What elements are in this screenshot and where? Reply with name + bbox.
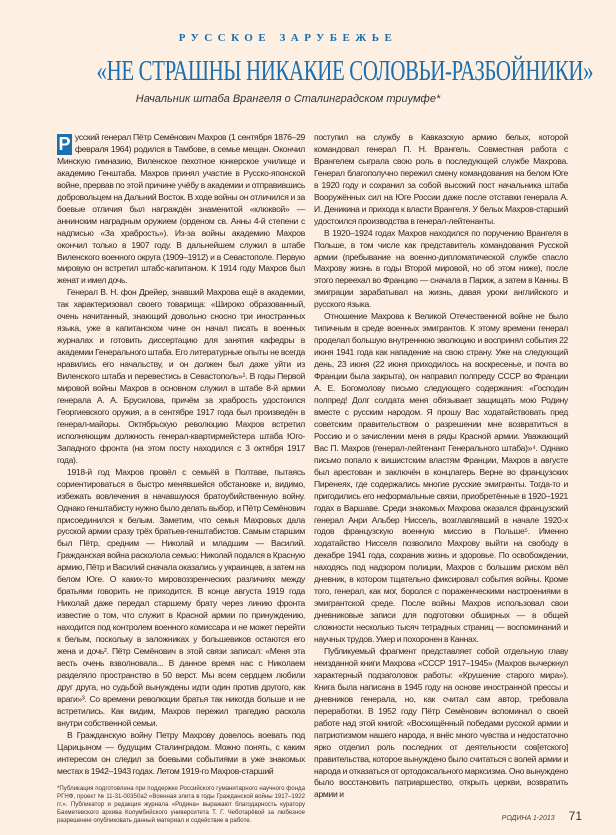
left-column: [57, 132, 305, 825]
page-footer: [314, 811, 582, 825]
article-body: [57, 0, 616, 835]
right-column: [314, 132, 582, 825]
article-subtitle: Начальник штаба Врангеля о Сталинградском триумфе*: [135, 93, 441, 105]
page-number: 71: [568, 809, 582, 824]
paragraph: Отношение Махрова к Великой Отечественной войне не было типичным в среде военных эмигрантов. К этому времени генерал проделал большую внутреннюю эволюцию и воспринял события 22 июня 1941 года как нападение на свою страну. Уже на следующий день, 23 июня (22 июня приходилось на воскресенье, и почта во Франции была закрыта), он направил полпреду СССР во Франции А. Е. Богомолову письмо следующего содержания: «Господин полпред! Долг солдата меня обязывает защищать мою Родину вместе с русским народом. Я прошу Вас ходатайствовать пред советским правительством о разрешении мне возвратиться в Россию и о зачислении меня в ряды Красной армии. Уважающий Вас П. Махров (генерал-лейтенант Генерального штаба)»⁴. Однако письмо попало к вишистским властям Франции, Махров в августе был арестован и заключён в концлагерь Верне во французских Пиренеях, где содержались многие русские эмигранты. Тогда-то и пригодились его неформальные связи, приобретённые в 1920–1921 годах в Варшаве. Среди знакомых Махрова оказался французский генерал Анри Альбер Ниссель, возглавлявший в начале 1920-х годов французскую военную миссию в Польше⁵. Именно ходатайство Нисселя позволило Махрову выйти на свободу в декабре 1941 года, сохранив жизнь и здоровье. По освобождении, находясь под надзором полиции, Махров с большим риском вёл дневник, в котором тщательно фиксировал события войны. Кроме того, генерал, как мог, боролся с пораженческими настроениями в эмигрантской среде. После войны Махров использовал свои дневниковые записи для подготовки обширных — в общей сложности несколько тысяч тетрадных страниц — воспоминаний и научных трудов. Умер и похоронен в Каннах.: [314, 311, 568, 645]
article-title: «НЕ СТРАШНЫ НИКАКИЕ СОЛОВЬИ-РАЗБОЙНИКИ»: [96, 55, 594, 87]
journal-issue: РОДИНА 1-2013: [501, 815, 555, 823]
paragraph: В Гражданскую войну Петру Махрову довелось воевать под Царицыном — будущим Сталинградом. Можно понять, с каким интересом он следил за боевыми событиями в уже знакомых местах в 1942–1943 годах. Летом 1919-го Махров-старший: [57, 729, 305, 776]
paragraph-text: усский генерал Пётр Семёнович Махров (1 сентября 1876–29 февраля 1964) родился в Тамбове, в семье мещан. Окончил Минскую гимназию, Виленское пехотное юнкерское училище и академию Генштаба. Махров принял участие в Русско-японской войне, прервав по этой причине учёбу в академии и отправившись добровольцем на Дальний Восток. В ходе войны он отличился и за боевые отличия был награждён знаменитой «клюквой» — аннинским наградным оружием (орденом св. Анны 4-й степени с надписью «За храбрость»). Из-за войны академию Махров окончил только в 1907 году. В дальнейшем служил в штабе Виленского военного округа (1909–1912) и в Севастополе. Первую мировую он встретил штабс-капитаном. К 1914 году Махров был женат и имел дочь.: [57, 132, 305, 286]
paragraph: поступил на службу в Кавказскую армию белых, которой командовал генерал П. Н. Врангель. Совместная работа с Врангелем сыграла свою роль в последующей службе Махрова. Генерал благополучно пережил смену командования на белом Юге в 1920 году и сохранил за собой высокий пост начальника штаба Вооружённых сил на Юге России даже после отставки генерала А. И. Деникина и прихода к власти Врангеля. У белых Махров-старший удостоился производства в генерал-лейтенанты.: [314, 132, 568, 226]
section-rubric: РУССКОЕ ЗАРУБЕЖЬЕ: [178, 32, 398, 44]
footnote: *Публикация подготовлена при поддержке Российского гуманитарного научного фонда РГНФ, проект № 11-31-00350а2 «Военная элита в годы Гражданской войны 1917–1922 гг.». Публикатор и редакция журнала «Родина» выражают благодарность куратору Бахметевского архива Колумбийского университета Т. Г. Чеботарёвой за любезное разрешение опубликовать данный материал и содействие в работе.: [57, 785, 305, 825]
paragraph: В 1920–1924 годах Махров находился по поручению Врангеля в Польше, в том числе как представитель командования Русской армии (пребывание на военно-дипломатической службе спасло Махрову жизнь в годы Второй мировой, но об этом ниже), после этого переехал во Францию — сначала в Париж, а затем в Канны. В эмиграции зарабатывал на жизнь, давая уроки английского и русского языка.: [314, 227, 568, 310]
paragraph: Генерал В. Н. фон Дрейер, знавший Махрова ещё в академии, так характеризовал своего товарища: «Широко образованный, очень начитанный, знающий довольно сносно три иностранных языка, уже в капитанском чине он начал писать в военных журналах и готовить диссертацию для занятия кафедры в академии Генерального штаба. Его литературные опыты не всегда нравились его начальству, и он должен был даже уйти из Виленского штаба и перевестись в Севастополь»¹. В годы Первой мировой войны Махров в основном служил в штабе 8-й армии генерала А. А. Брусилова, причём за храбрость удостоился Георгиевского оружия, а в сентябре 1917 года был произведён в генерал-майоры. Октябрьскую революцию Махров встретил исполняющим должность генерал-квартирмейстера штаба Юго-Западного фронта (на этом посту находился с 3 октября 1917 года).: [57, 287, 305, 465]
paragraph: 1918-й год Махров провёл с семьёй в Полтаве, пытаясь сориентироваться в быстро менявшейся обстановке и, видимо, избежать вовлечения в начавшуюся братоубийственную войну. Однако генштабисту нужно было делать выбор, и Пётр Семёнович присоединился к белым. Заметим, что семья Махровых дала русской армии сразу трёх братьев-генштабистов. Самым старшим был Пётр, средним — Николай и младшим — Василий. Гражданская война расколола семью: Николай подался в Красную армию, Пётр и Василий сначала оказались у украинцев, а затем на белом Юге. О каких-то мировоззренческих различиях между братьями говорить не приходится. В конце августа 1919 года Николай даже передал старшему брату через линию фронта известие о том, что служит в Красной армии по принуждению, находится под контролем военного комиссара и не может перейти к белым, поскольку в заложниках у большевиков остаются его жена и дочь². Пётр Семёнович в этой связи записал: «Меня эта весть очень взволновала... В данное время нас с Николаем разделяло пространство в 50 верст. Мы всем сердцем любили друг друга, но судьбой вынуждены идти один против другого, как враги»³. Со времени революции братья так никогда больше и не встретились. Как видим, Махров пережил трагедию раскола внутри собственной семьи.: [57, 466, 305, 728]
paragraph: Публикуемый фрагмент представляет собой отдельную главу неизданной книги Махрова «СССР 1917–1945» (Махров вычеркнул характерный подзаголовок работы: «Крушение старого мира»). Книга была написана в 1945 году на основе иностранной прессы и дневников генерала, но, как считал сам автор, требовала переработки. В 1952 году Пётр Семёнович вспоминал о своей работе над этой книгой: «Восхищённый победами русской армии и патриотизмом нашего народа, я внёс много чувства и недостаточно ярко отделил роль последних от деятельности сов[етского] правительства, которое вынуждено было считаться с волей армии и народа и отказаться от ортодоксального марксизма. Оно вынуждено было восстановить патриаршество, открыть церкви, возвратить армии и: [314, 645, 568, 800]
drop-cap: Р: [58, 134, 71, 154]
paragraph: [57, 132, 305, 287]
